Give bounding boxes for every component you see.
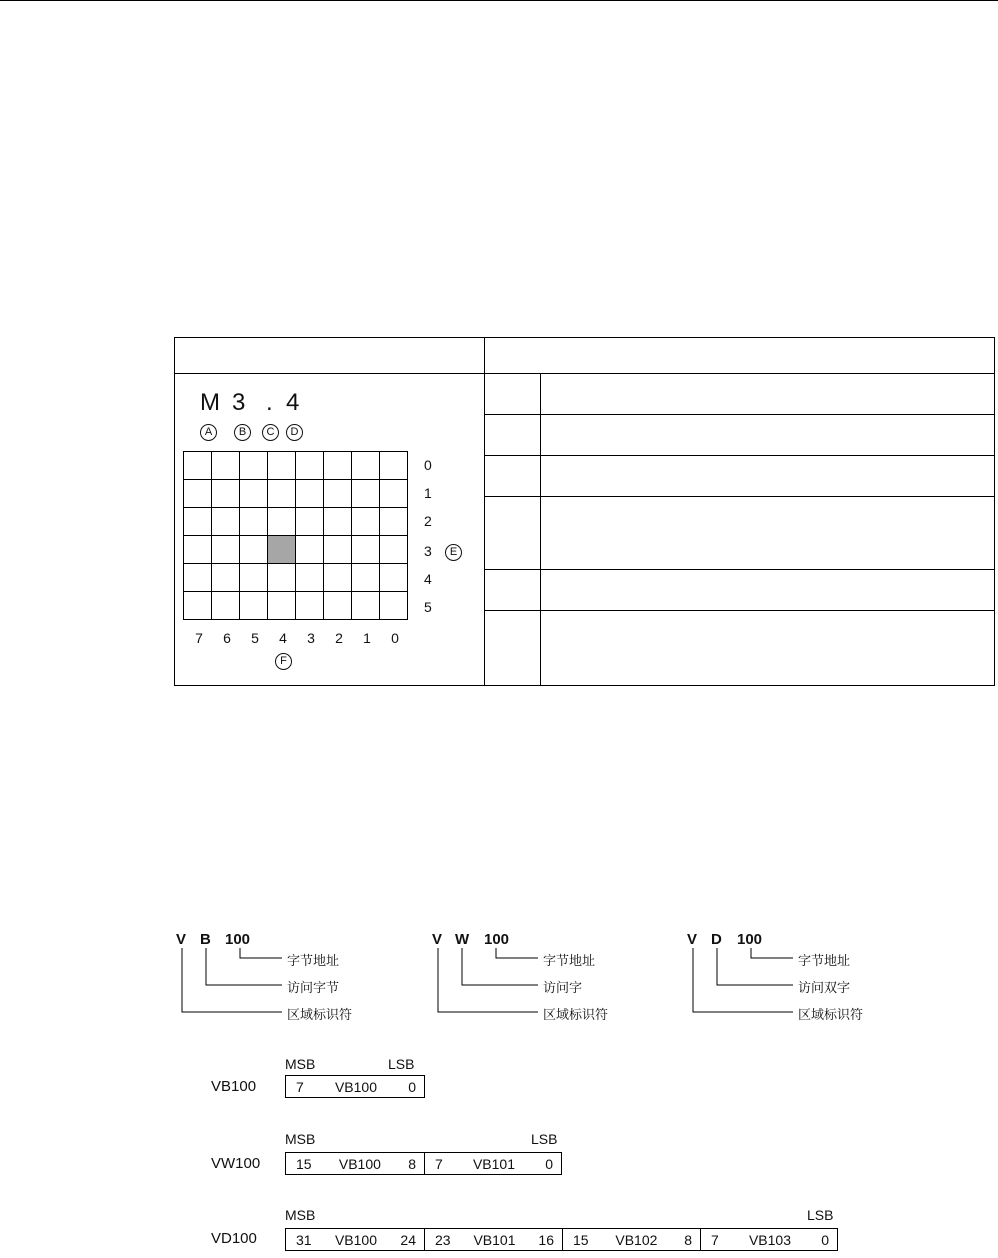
- layout-label: VB100: [211, 1078, 257, 1095]
- byte-segment: [562, 1229, 700, 1250]
- address-area-letter: M: [200, 389, 220, 416]
- byte-row-label: 1: [424, 485, 432, 501]
- msb-label: MSB: [285, 1207, 316, 1223]
- layout-label: VW100: [211, 1155, 261, 1172]
- segment-high-bit: 7: [296, 1078, 304, 1095]
- area-identifier-label: 区域标识符: [543, 1008, 609, 1023]
- bit-column-label: 7: [195, 630, 203, 646]
- access-label: 访问字: [543, 981, 583, 996]
- marker-b: B: [234, 424, 251, 441]
- lsb-label: LSB: [531, 1131, 558, 1147]
- format-byte-number: 100: [225, 931, 251, 948]
- segment-low-bit: 8: [684, 1231, 692, 1248]
- segment-high-bit: 15: [296, 1155, 312, 1172]
- bit-column-label: 1: [363, 630, 371, 646]
- bit-column-label: 0: [391, 630, 399, 646]
- area-identifier-label: 区域标识符: [798, 1008, 864, 1023]
- format-size-letter: D: [711, 931, 722, 948]
- segment-high-bit: 31: [296, 1231, 312, 1248]
- access-label: 访问字节: [287, 981, 340, 996]
- segment-byte-name: VB102: [615, 1231, 658, 1248]
- bit-column-label: 2: [335, 630, 343, 646]
- byte-address-label: 字节地址: [287, 954, 340, 969]
- segment-byte-name: VB101: [473, 1231, 516, 1248]
- byte-row-label: 3: [424, 543, 432, 559]
- byte-row-label: 2: [424, 513, 432, 529]
- lsb-label: LSB: [807, 1207, 834, 1223]
- byte-segment: [286, 1229, 424, 1250]
- segment-high-bit: 7: [711, 1231, 719, 1248]
- marker-d: D: [286, 424, 303, 441]
- lsb-label: LSB: [388, 1056, 415, 1072]
- address-bit-number: 4: [286, 389, 300, 416]
- segment-byte-name: VB101: [472, 1155, 516, 1172]
- bit-column-label: 4: [279, 630, 287, 646]
- format-byte-number: 100: [737, 931, 763, 948]
- format-size-letter: W: [455, 931, 470, 948]
- segment-low-bit: 0: [545, 1155, 553, 1172]
- byte-layout-box: [285, 1075, 425, 1098]
- segment-high-bit: 15: [573, 1231, 589, 1248]
- segment-low-bit: 8: [408, 1155, 416, 1172]
- address-dot: .: [266, 389, 273, 416]
- format-byte-number: 100: [484, 931, 510, 948]
- address-byte-number: 3: [232, 389, 246, 416]
- byte-segment: [286, 1076, 424, 1097]
- byte-segment: [424, 1153, 561, 1174]
- marker-e: E: [445, 544, 462, 561]
- marker-c: C: [262, 424, 279, 441]
- bit-column-label: 5: [251, 630, 259, 646]
- area-identifier-label: 区域标识符: [287, 1008, 353, 1023]
- byte-row-label: 5: [424, 599, 432, 615]
- byte-segment: [424, 1229, 562, 1250]
- format-size-letter: B: [200, 931, 211, 948]
- access-label: 访问双字: [798, 981, 851, 996]
- layout-label: VD100: [211, 1230, 257, 1247]
- double-word-layout-box: [285, 1228, 838, 1251]
- byte-segment: [286, 1153, 424, 1174]
- segment-high-bit: 7: [435, 1155, 443, 1172]
- msb-label: MSB: [285, 1056, 316, 1072]
- byte-row-label: 0: [424, 457, 432, 473]
- msb-label: MSB: [285, 1131, 316, 1147]
- byte-address-label: 字节地址: [798, 954, 851, 969]
- marker-a: A: [200, 424, 217, 441]
- format-area-letter: V: [432, 931, 443, 948]
- byte-address-label: 字节地址: [543, 954, 596, 969]
- word-layout-box: [285, 1152, 562, 1175]
- marker-f: F: [275, 653, 292, 670]
- segment-byte-name: VB103: [748, 1231, 792, 1248]
- bit-column-label: 6: [223, 630, 231, 646]
- segment-high-bit: 23: [435, 1231, 451, 1248]
- bit-column-label: 3: [307, 630, 315, 646]
- format-area-letter: V: [687, 931, 698, 948]
- format-area-letter: V: [176, 931, 187, 948]
- segment-low-bit: 0: [821, 1231, 829, 1248]
- byte-row-label: 4: [424, 571, 432, 587]
- segment-byte-name: VB100: [334, 1078, 378, 1095]
- segment-low-bit: 16: [538, 1231, 554, 1248]
- segment-byte-name: VB100: [334, 1231, 378, 1248]
- byte-segment: [700, 1229, 837, 1250]
- segment-byte-name: VB100: [338, 1155, 381, 1172]
- segment-low-bit: 0: [408, 1078, 416, 1095]
- segment-low-bit: 24: [400, 1231, 416, 1248]
